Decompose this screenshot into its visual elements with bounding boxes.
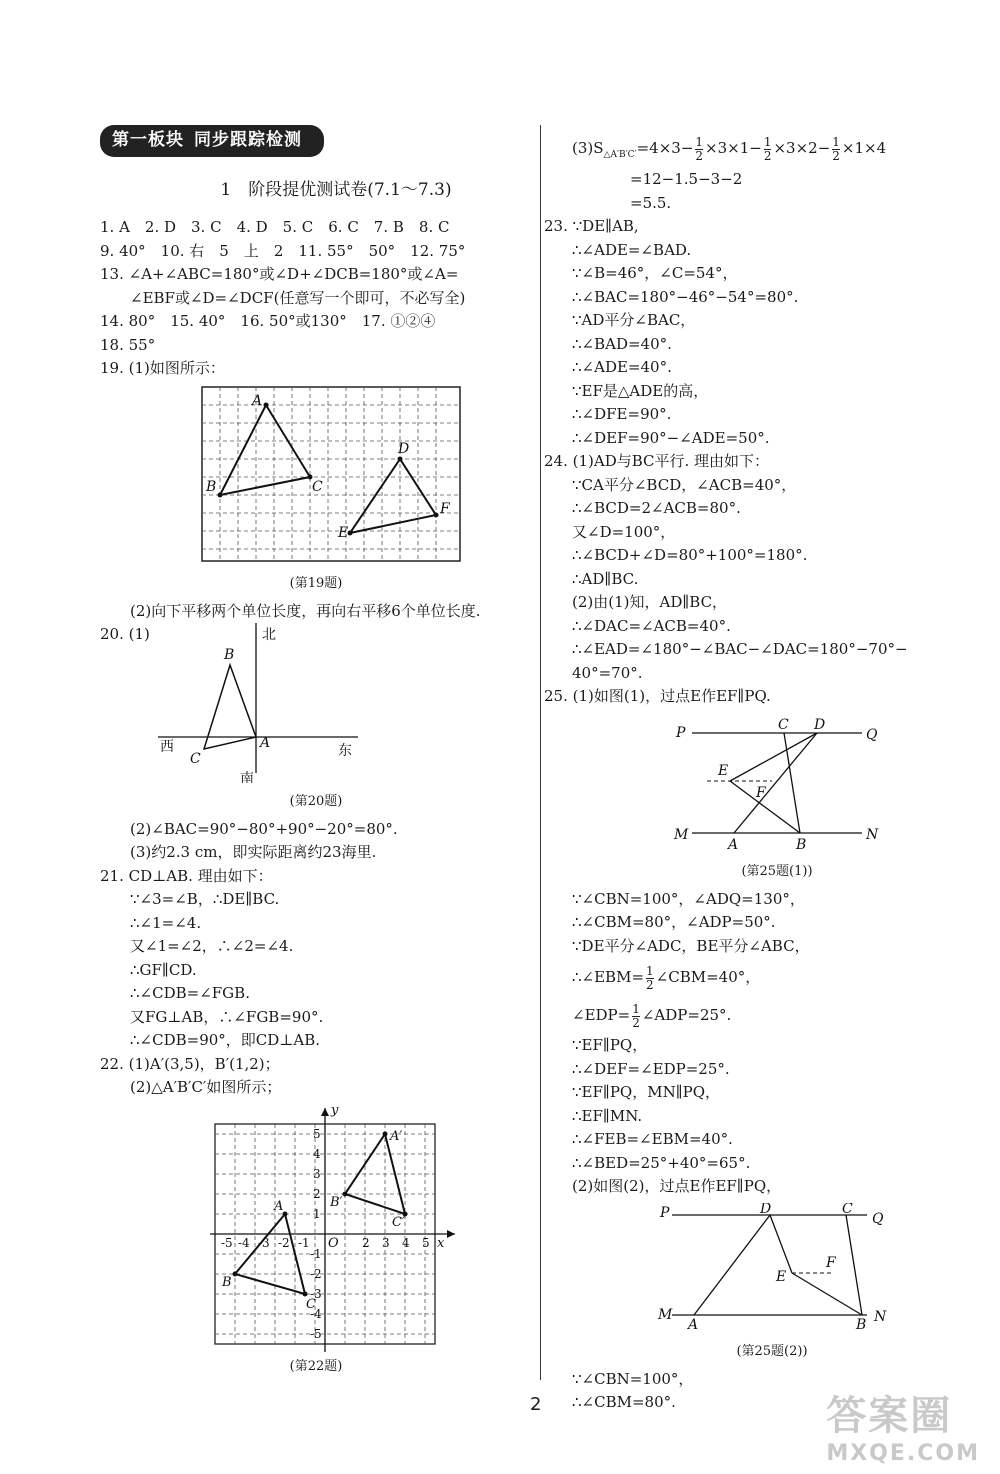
answer-line: ∴∠BED=25°+40°=65°. bbox=[572, 1153, 751, 1172]
label-P: P bbox=[676, 724, 686, 741]
answer-line: (2)∠BAC=90°−80°+90°−20°=80°. bbox=[130, 819, 398, 838]
svg-text:-4: -4 bbox=[238, 1235, 250, 1250]
label-D: D bbox=[760, 1202, 772, 1217]
answer-line: 又FG⊥AB，∴∠FGB=90°. bbox=[130, 1007, 324, 1026]
answer-line: ∴∠DEF=∠EDP=25°. bbox=[572, 1059, 730, 1078]
answer-line: 又∠D=100°， bbox=[572, 522, 676, 541]
page-title: 1 阶段提优测试卷(7.1～7.3) bbox=[220, 179, 452, 200]
answer-line: ∴GF∥CD. bbox=[130, 960, 197, 979]
fraction: $\frac{1}{2}$ bbox=[763, 134, 772, 163]
svg-text:4: 4 bbox=[402, 1235, 410, 1250]
answer-line: 25. (1)如图(1)，过点E作EF∥PQ. bbox=[544, 687, 771, 705]
label-north: 北 bbox=[262, 626, 276, 643]
label-C: C bbox=[312, 478, 323, 495]
svg-text:-1: -1 bbox=[298, 1235, 310, 1250]
svg-text:4: 4 bbox=[313, 1146, 321, 1161]
label-C: C bbox=[190, 750, 201, 767]
answer-line: =5.5. bbox=[630, 193, 672, 212]
answer-line-edp: ∠EDP= $\frac{1}{2}$ ∠ADP=25°. bbox=[572, 1001, 732, 1030]
area-formula: $(3)S_{\triangle A'B'C'}=4\times 3-$ $\frac{1}{2} \times 3\times 1-$ $\frac{1}{2} \times 3\times 2-$ $\frac{1}{2} \times 1\times 4$ bbox=[572, 134, 887, 163]
label-E: E bbox=[776, 1268, 787, 1285]
answer-line: 1. A 2. D 3. C 4. D 5. C 6. C 7. B 8. C bbox=[100, 218, 450, 236]
label-D: D bbox=[398, 440, 410, 457]
figure-20-diagram bbox=[100, 623, 420, 783]
answer-line: ∵CA平分∠BCD，∠ACB=40°， bbox=[572, 475, 797, 494]
fraction: $\frac{1}{2}$ bbox=[632, 1001, 640, 1030]
answer-line: ∴∠BCD+∠D=80°+100°=180°. bbox=[572, 546, 808, 564]
figure-25-2-diagram bbox=[652, 1203, 892, 1333]
figure-19 bbox=[100, 385, 532, 596]
answer-line: ∴∠CBM=80°. bbox=[572, 1393, 676, 1411]
label-south: 南 bbox=[240, 770, 254, 783]
answer-line: ∴∠1=∠4. bbox=[130, 913, 202, 932]
label-C: C bbox=[306, 1296, 316, 1312]
figure-25-1-caption: (第25题(1)) bbox=[741, 864, 813, 879]
svg-text:2: 2 bbox=[362, 1235, 370, 1250]
right-column bbox=[544, 134, 977, 1415]
label-B: B bbox=[206, 478, 217, 495]
answer-line-ebm: ∴∠EBM= $\frac{1}{2}$ ∠CBM=40°， bbox=[572, 963, 761, 992]
answer-line: 18. 55° bbox=[100, 335, 156, 354]
answer-line: ∴∠CBM=80°，∠ADP=50°. bbox=[572, 913, 776, 931]
answer-line: 24. (1)AD与BC平行. 理由如下： bbox=[544, 452, 770, 470]
label-N: N bbox=[874, 1308, 887, 1325]
section-banner bbox=[100, 125, 324, 157]
label-A: A bbox=[252, 392, 263, 409]
label-C: C bbox=[778, 716, 789, 733]
answer-line: ∵∠B=46°，∠C=54°， bbox=[572, 264, 738, 282]
answer-line: ∵∠CBN=100°， bbox=[572, 1369, 694, 1388]
answer-line: ∵DE平分∠ADC，BE平分∠ABC， bbox=[572, 936, 810, 955]
label-A: A bbox=[260, 734, 271, 751]
figure-22-grid bbox=[210, 1104, 460, 1354]
answer-line: ∴∠DEF=90°−∠ADE=50°. bbox=[572, 428, 770, 447]
answer-line: 21. CD⊥AB. 理由如下： bbox=[100, 866, 273, 885]
figure-19-caption: (第19题) bbox=[289, 576, 343, 591]
svg-text:-2: -2 bbox=[278, 1235, 290, 1250]
answer-line: (2)由(1)知，AD∥BC， bbox=[572, 593, 728, 611]
answer-line: ∠EBF或∠D=∠DCF(任意写一个即可，不必写全) bbox=[130, 288, 466, 307]
svg-text:5: 5 bbox=[313, 1126, 321, 1141]
answer-line: ∴∠ADE=40°. bbox=[572, 358, 672, 376]
svg-text:-3: -3 bbox=[258, 1235, 270, 1250]
label-F: F bbox=[440, 500, 450, 517]
page-number: 2 bbox=[530, 1394, 542, 1415]
fraction: $\frac{1}{2}$ bbox=[646, 963, 654, 992]
label-west: 西 bbox=[160, 738, 174, 755]
label-x-axis: x bbox=[437, 1235, 445, 1251]
label-B-prime: B′ bbox=[330, 1194, 343, 1210]
left-column bbox=[100, 125, 532, 1383]
label-y-axis: y bbox=[331, 1103, 339, 1118]
answer-line: ∴∠CDB=∠FGB. bbox=[130, 984, 250, 1002]
answer-line: ∴∠BCD=2∠ACB=80°. bbox=[572, 499, 741, 517]
svg-text:1: 1 bbox=[313, 1206, 321, 1221]
label-A: A bbox=[728, 836, 739, 853]
label-E: E bbox=[338, 524, 349, 541]
label-F: F bbox=[756, 784, 766, 801]
answer-line: 13. ∠A+∠ABC=180°或∠D+∠DCB=180°或∠A= bbox=[100, 265, 459, 283]
answer-line: (3)约2.3 cm，即实际距离约23海里. bbox=[130, 843, 377, 861]
figure-22-caption: (第22题) bbox=[289, 1359, 343, 1374]
label-C: C bbox=[842, 1202, 853, 1217]
figure-19-grid bbox=[200, 385, 464, 565]
label-east: 东 bbox=[338, 742, 352, 759]
label-B: B bbox=[856, 1316, 867, 1333]
label-D: D bbox=[814, 716, 826, 733]
label-C-prime: C′ bbox=[392, 1214, 405, 1230]
answer-line: ∵EF是△ADE的高， bbox=[572, 381, 709, 400]
answer-line: ∵∠3=∠B，∴DE∥BC. bbox=[130, 890, 280, 908]
label-B: B bbox=[796, 836, 807, 853]
answer-line: ∴AD∥BC. bbox=[572, 569, 639, 588]
answer-line: ∴∠FEB=∠EBM=40°. bbox=[572, 1130, 733, 1148]
label-origin: O bbox=[328, 1235, 339, 1251]
answer-line: 20. (1) bbox=[100, 625, 150, 643]
svg-text:5: 5 bbox=[422, 1235, 430, 1250]
answer-line: 22. (1)A′(3,5)，B′(1,2)； bbox=[100, 1054, 280, 1073]
answer-line: 9. 40° 10. 右 5 上 2 11. 55° 50° 12. 75° bbox=[100, 241, 466, 260]
svg-text:-1: -1 bbox=[310, 1246, 322, 1261]
label-Q: Q bbox=[866, 726, 878, 743]
label-B: B bbox=[222, 1274, 232, 1290]
answer-line: (2)如图(2)，过点E作EF∥PQ， bbox=[572, 1177, 782, 1195]
answer-line: ∵EF∥PQ， bbox=[572, 1036, 648, 1054]
answer-line: ∴∠DAC=∠ACB=40°. bbox=[572, 616, 731, 635]
label-A-prime: A′ bbox=[390, 1128, 403, 1144]
answer-line: 23. ∵DE∥AB, bbox=[544, 217, 639, 235]
answer-line: ∴∠DFE=90°. bbox=[572, 405, 672, 423]
banner-part1: 第一板块 bbox=[112, 130, 184, 150]
figure-20-caption: (第20题) bbox=[289, 794, 343, 809]
label-M: M bbox=[658, 1306, 673, 1323]
svg-text:-5: -5 bbox=[310, 1326, 322, 1341]
column-divider bbox=[540, 125, 541, 1380]
watermark-url: MXQE.COM bbox=[826, 1441, 980, 1466]
svg-text:3: 3 bbox=[382, 1235, 390, 1250]
label-P: P bbox=[660, 1204, 670, 1221]
svg-text:-3: -3 bbox=[310, 1286, 322, 1301]
label-N: N bbox=[866, 826, 879, 843]
answer-line: ∴∠BAD=40°. bbox=[572, 334, 672, 353]
figure-20 bbox=[100, 623, 532, 814]
answer-line: ∴∠EAD=∠180°−∠BAC−∠DAC=180°−70°− bbox=[572, 640, 908, 658]
figure-25-1 bbox=[572, 713, 977, 884]
label-E: E bbox=[718, 762, 729, 779]
answer-line: (2)向下平移两个单位长度，再向右平移6个单位长度. bbox=[130, 601, 481, 620]
watermark bbox=[826, 1384, 980, 1466]
label-F: F bbox=[826, 1254, 836, 1271]
figure-22 bbox=[100, 1104, 532, 1379]
svg-text:-4: -4 bbox=[310, 1306, 322, 1321]
figure-25-2 bbox=[572, 1203, 977, 1364]
answer-line: 19. (1)如图所示： bbox=[100, 359, 225, 377]
answer-line: 40°=70°. bbox=[572, 663, 643, 682]
label-M: M bbox=[674, 826, 689, 843]
answer-line: 又∠1=∠2，∴∠2=∠4. bbox=[130, 937, 294, 955]
answer-line: ∴∠CDB=90°，即CD⊥AB. bbox=[130, 1031, 321, 1049]
label-A: A bbox=[274, 1198, 284, 1214]
svg-text:2: 2 bbox=[313, 1186, 321, 1201]
answer-line: ∵∠CBN=100°，∠ADQ=130°， bbox=[572, 889, 805, 908]
answer-line: ∵AD平分∠BAC， bbox=[572, 311, 696, 329]
answer-line: (2)△A′B′C′如图所示； bbox=[130, 1078, 282, 1096]
watermark-logo: 答案圈 bbox=[826, 1393, 953, 1439]
answer-line: ∴EF∥MN. bbox=[572, 1106, 643, 1125]
answer-line: ∴∠ADE=∠BAD. bbox=[572, 240, 692, 259]
answer-line: ∵EF∥PQ，MN∥PQ， bbox=[572, 1083, 721, 1101]
banner-part2: 同步跟踪检测 bbox=[194, 130, 302, 150]
figure-25-2-caption: (第25题(2)) bbox=[736, 1344, 808, 1359]
answer-line: 14. 80° 15. 40° 16. 50°或130° 17. ①②④ bbox=[100, 312, 436, 330]
answer-line: ∴∠BAC=180°−46°−54°=80°. bbox=[572, 287, 799, 306]
svg-text:-2: -2 bbox=[310, 1266, 322, 1281]
svg-text:3: 3 bbox=[313, 1166, 321, 1181]
fraction: $\frac{1}{2}$ bbox=[832, 134, 840, 163]
svg-text:-5: -5 bbox=[221, 1235, 233, 1250]
figure-25-1-diagram bbox=[672, 713, 882, 853]
label-A: A bbox=[688, 1316, 699, 1333]
fraction: $\frac{1}{2}$ bbox=[695, 134, 704, 163]
answer-line: =12−1.5−3−2 bbox=[630, 170, 743, 188]
label-Q: Q bbox=[872, 1210, 884, 1227]
label-B: B bbox=[224, 646, 235, 663]
